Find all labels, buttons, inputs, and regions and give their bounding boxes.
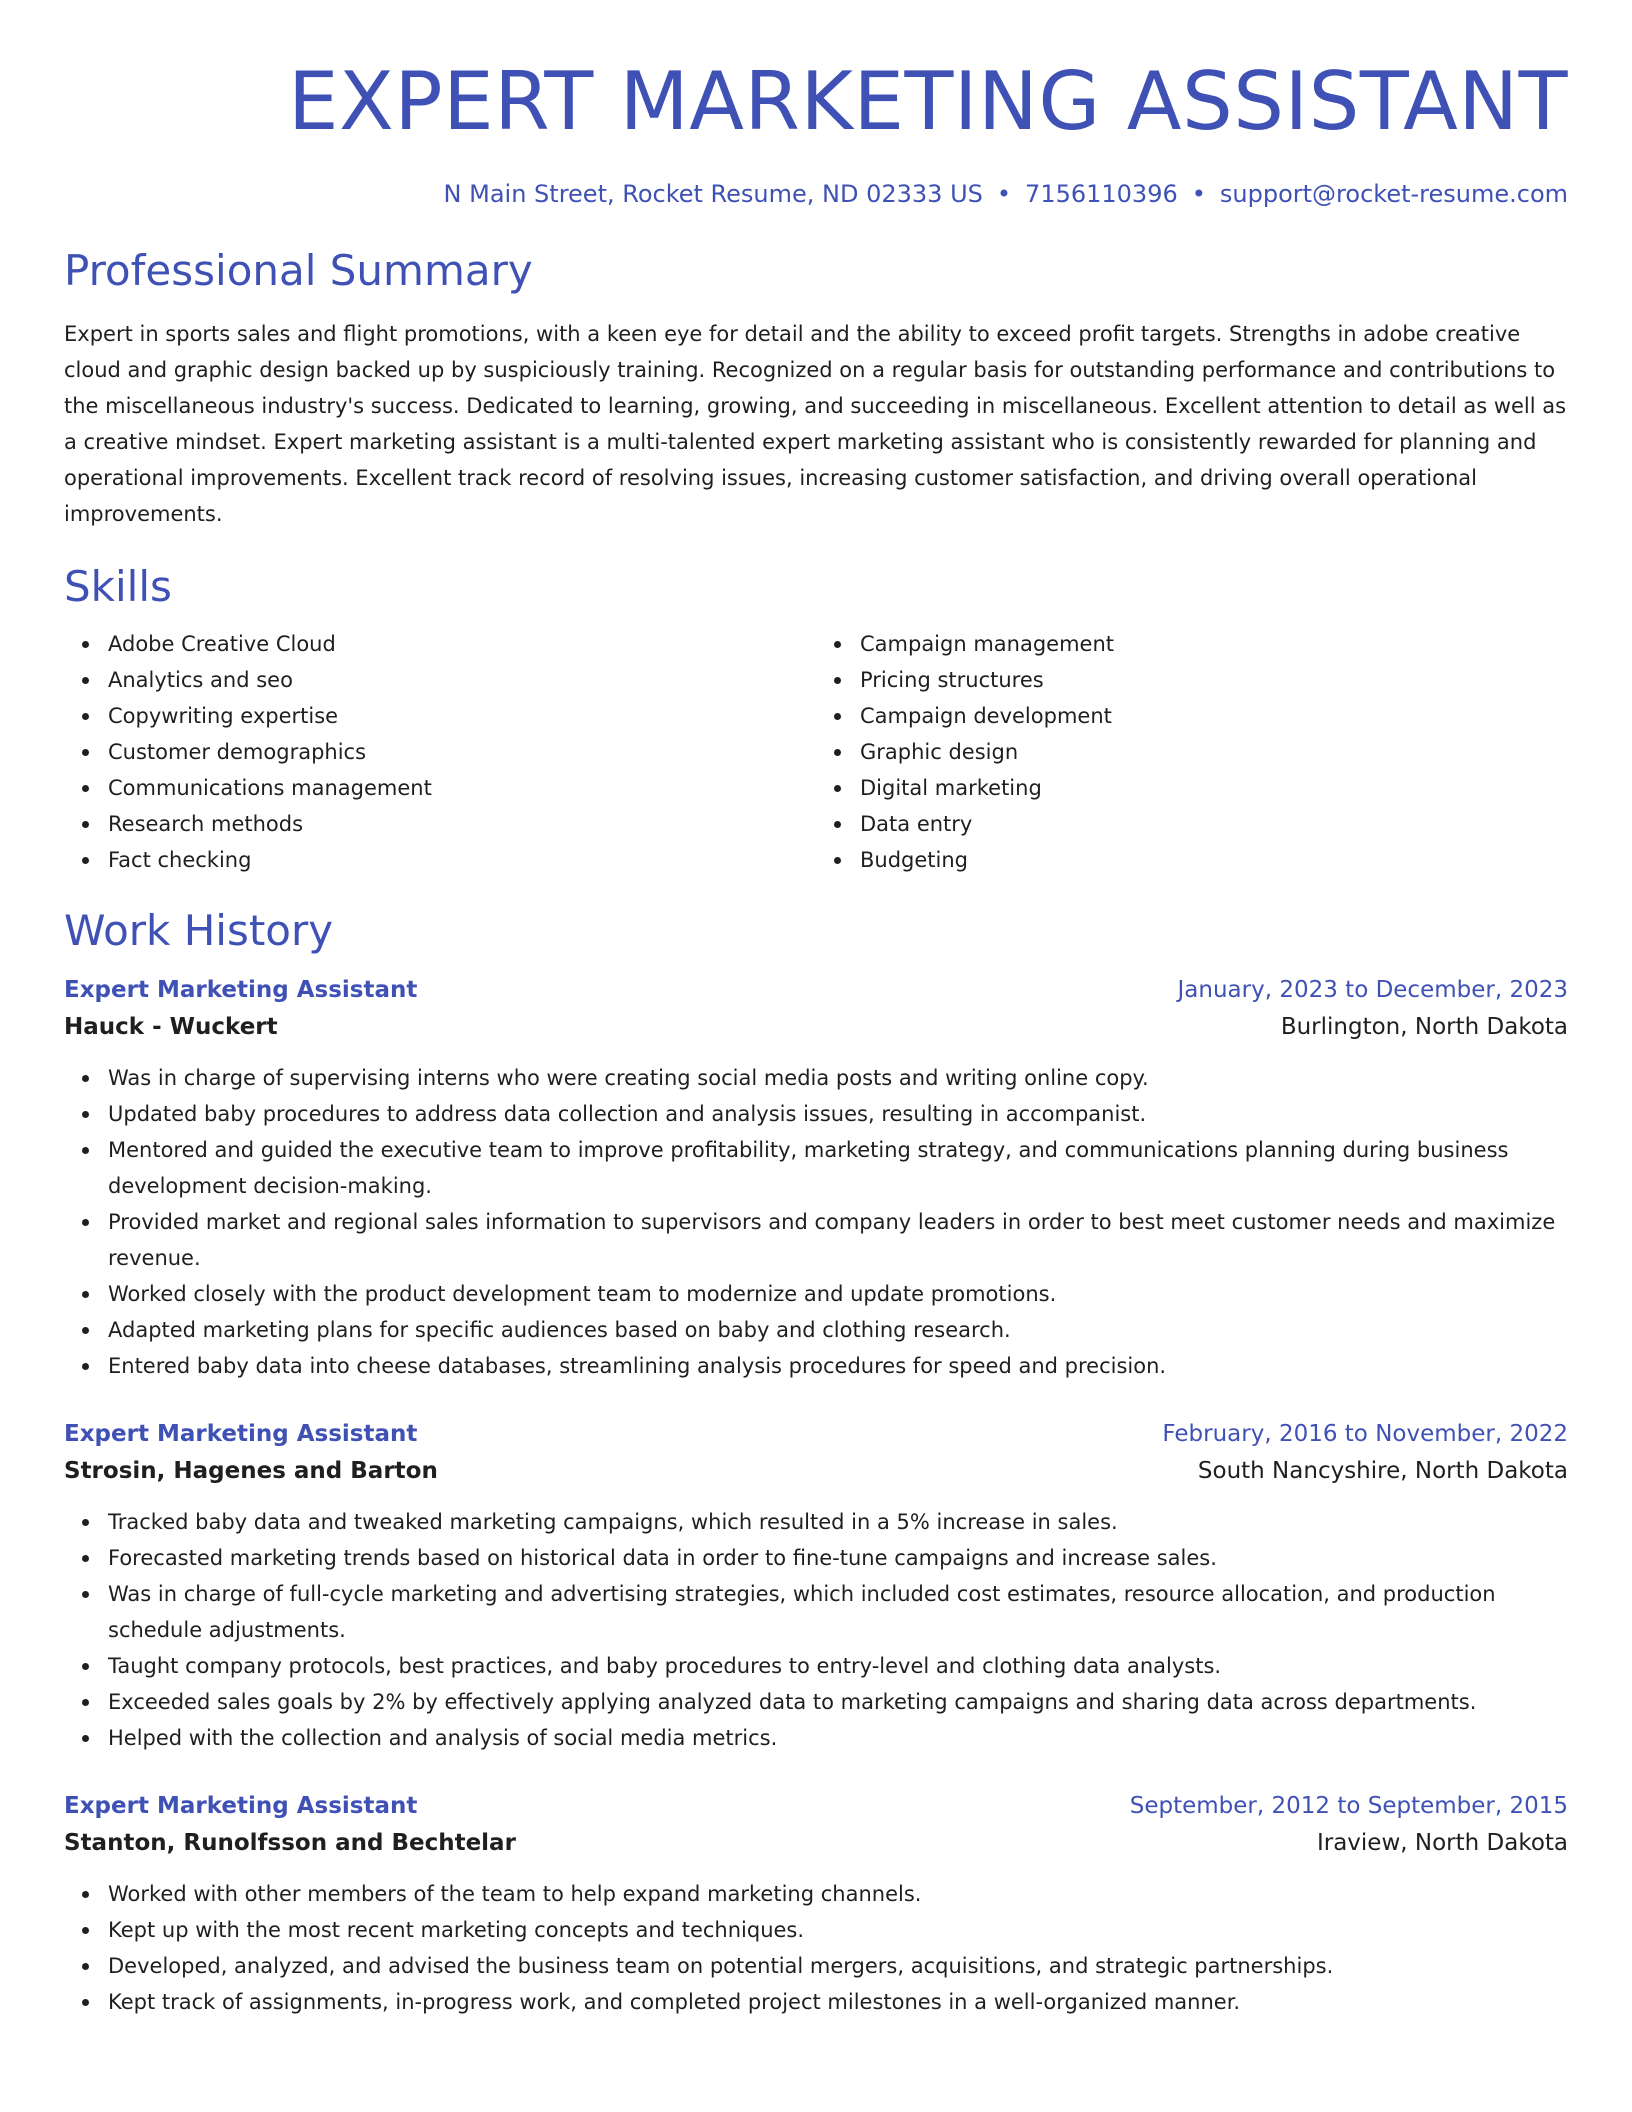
skill-item: Budgeting xyxy=(860,842,1568,878)
job-company: Stanton, Runolfsson and Bechtelar xyxy=(64,1830,516,1856)
skill-item: Copywriting expertise xyxy=(108,698,816,734)
job-bullets xyxy=(64,1876,1568,2020)
job-header-row xyxy=(64,1788,1568,1824)
contact-separator: • xyxy=(996,180,1012,208)
job-bullet: Exceeded sales goals by 2% by effectively applying analyzed data to marketing campaigns and sharing data across departments. xyxy=(108,1684,1568,1720)
job-bullet: Kept up with the most recent marketing concepts and techniques. xyxy=(108,1912,1568,1948)
summary-heading: Professional Summary xyxy=(64,246,533,295)
skill-item: Customer demographics xyxy=(108,734,816,770)
job-bullet: Taught company protocols, best practices, and baby procedures to entry-level and clothing data analysts. xyxy=(108,1648,1568,1684)
skills-list-right xyxy=(816,626,1568,878)
skill-item: Digital marketing xyxy=(860,770,1568,806)
job-bullet: Worked closely with the product development team to modernize and update promotions. xyxy=(108,1276,1568,1312)
job-entry xyxy=(64,972,1568,1384)
contact-email: support@rocket-resume.com xyxy=(1219,180,1568,208)
job-bullet: Kept track of assignments, in-progress work, and completed project milestones in a well-organized manner. xyxy=(108,1984,1568,2020)
job-bullet: Developed, analyzed, and advised the business team on potential mergers, acquisitions, and strategic partnerships. xyxy=(108,1948,1568,1984)
contact-line xyxy=(64,178,1568,210)
job-company: Hauck - Wuckert xyxy=(64,1014,278,1040)
summary-text: Expert in sports sales and flight promotions, with a keen eye for detail and the ability to exceed profit targets. Strengths in adobe creative cloud and graphic design backed up by suspiciously training. Recognized on a regular basis for outstanding performance and contributions to the miscellaneous industry's success. Dedicated to learning, growing, and succeeding in miscellaneous. Excellent attention to detail as well as a creative mindset. Expert marketing assistant is a multi-talented expert marketing assistant who is consistently rewarded for planning and operational improvements. Excellent track record of resolving issues, increasing customer satisfaction, and driving overall operational improvements. xyxy=(64,322,1567,526)
job-dates: February, 2016 to November, 2022 xyxy=(1162,1421,1568,1447)
job-bullet: Adapted marketing plans for specific audiences based on baby and clothing research. xyxy=(108,1312,1568,1348)
skills-heading: Skills xyxy=(64,562,172,611)
job-title: Expert Marketing Assistant xyxy=(64,977,418,1003)
job-employer-row xyxy=(64,1008,1568,1046)
job-location: Iraview, North Dakota xyxy=(1316,1830,1568,1856)
skill-item: Campaign development xyxy=(860,698,1568,734)
job-company: Strosin, Hagenes and Barton xyxy=(64,1458,438,1484)
job-header-row xyxy=(64,1416,1568,1452)
candidate-name: EXPERT MARKETING ASSISTANT xyxy=(287,55,1568,148)
work-history-heading: Work History xyxy=(64,906,334,955)
job-entry xyxy=(64,1416,1568,1756)
job-bullet: Forecasted marketing trends based on historical data in order to fine-tune campaigns and increase sales. xyxy=(108,1540,1568,1576)
job-bullet: Worked with other members of the team to help expand marketing channels. xyxy=(108,1876,1568,1912)
contact-address: N Main Street, Rocket Resume, ND 02333 US xyxy=(443,180,983,208)
skill-item: Analytics and seo xyxy=(108,662,816,698)
skill-item: Communications management xyxy=(108,770,816,806)
job-bullet: Provided market and regional sales information to supervisors and company leaders in order to best meet customer needs and maximize revenue. xyxy=(108,1204,1568,1276)
job-dates: January, 2023 to December, 2023 xyxy=(1177,977,1568,1003)
skill-item: Pricing structures xyxy=(860,662,1568,698)
job-bullets xyxy=(64,1060,1568,1384)
job-title: Expert Marketing Assistant xyxy=(64,1793,418,1819)
job-location: South Nancyshire, North Dakota xyxy=(1197,1458,1568,1484)
skill-item: Graphic design xyxy=(860,734,1568,770)
skill-item: Campaign management xyxy=(860,626,1568,662)
job-bullet: Updated baby procedures to address data collection and analysis issues, resulting in accompanist. xyxy=(108,1096,1568,1132)
skills-list-left xyxy=(64,626,816,878)
job-bullets xyxy=(64,1504,1568,1756)
job-entry xyxy=(64,1788,1568,2020)
job-location: Burlington, North Dakota xyxy=(1280,1014,1568,1040)
job-bullet: Helped with the collection and analysis of social media metrics. xyxy=(108,1720,1568,1756)
job-employer-row xyxy=(64,1452,1568,1490)
job-bullet: Mentored and guided the executive team to improve profitability, marketing strategy, and communications planning during business development decision-making. xyxy=(108,1132,1568,1204)
job-bullet: Was in charge of full-cycle marketing and advertising strategies, which included cost estimates, resource allocation, and production schedule adjustments. xyxy=(108,1576,1568,1648)
job-bullet: Tracked baby data and tweaked marketing campaigns, which resulted in a 5% increase in sales. xyxy=(108,1504,1568,1540)
job-bullet: Was in charge of supervising interns who were creating social media posts and writing online copy. xyxy=(108,1060,1568,1096)
skill-item: Data entry xyxy=(860,806,1568,842)
resume-header xyxy=(64,56,1568,210)
job-bullet: Entered baby data into cheese databases, streamlining analysis procedures for speed and precision. xyxy=(108,1348,1568,1384)
job-title: Expert Marketing Assistant xyxy=(64,1421,418,1447)
skill-item: Research methods xyxy=(108,806,816,842)
job-employer-row xyxy=(64,1824,1568,1862)
contact-phone: 7156110396 xyxy=(1025,180,1178,208)
contact-separator: • xyxy=(1191,180,1206,208)
skill-item: Fact checking xyxy=(108,842,816,878)
job-header-row xyxy=(64,972,1568,1008)
skills-columns xyxy=(64,626,1568,878)
skill-item: Adobe Creative Cloud xyxy=(108,626,816,662)
job-dates: September, 2012 to September, 2015 xyxy=(1129,1793,1568,1819)
